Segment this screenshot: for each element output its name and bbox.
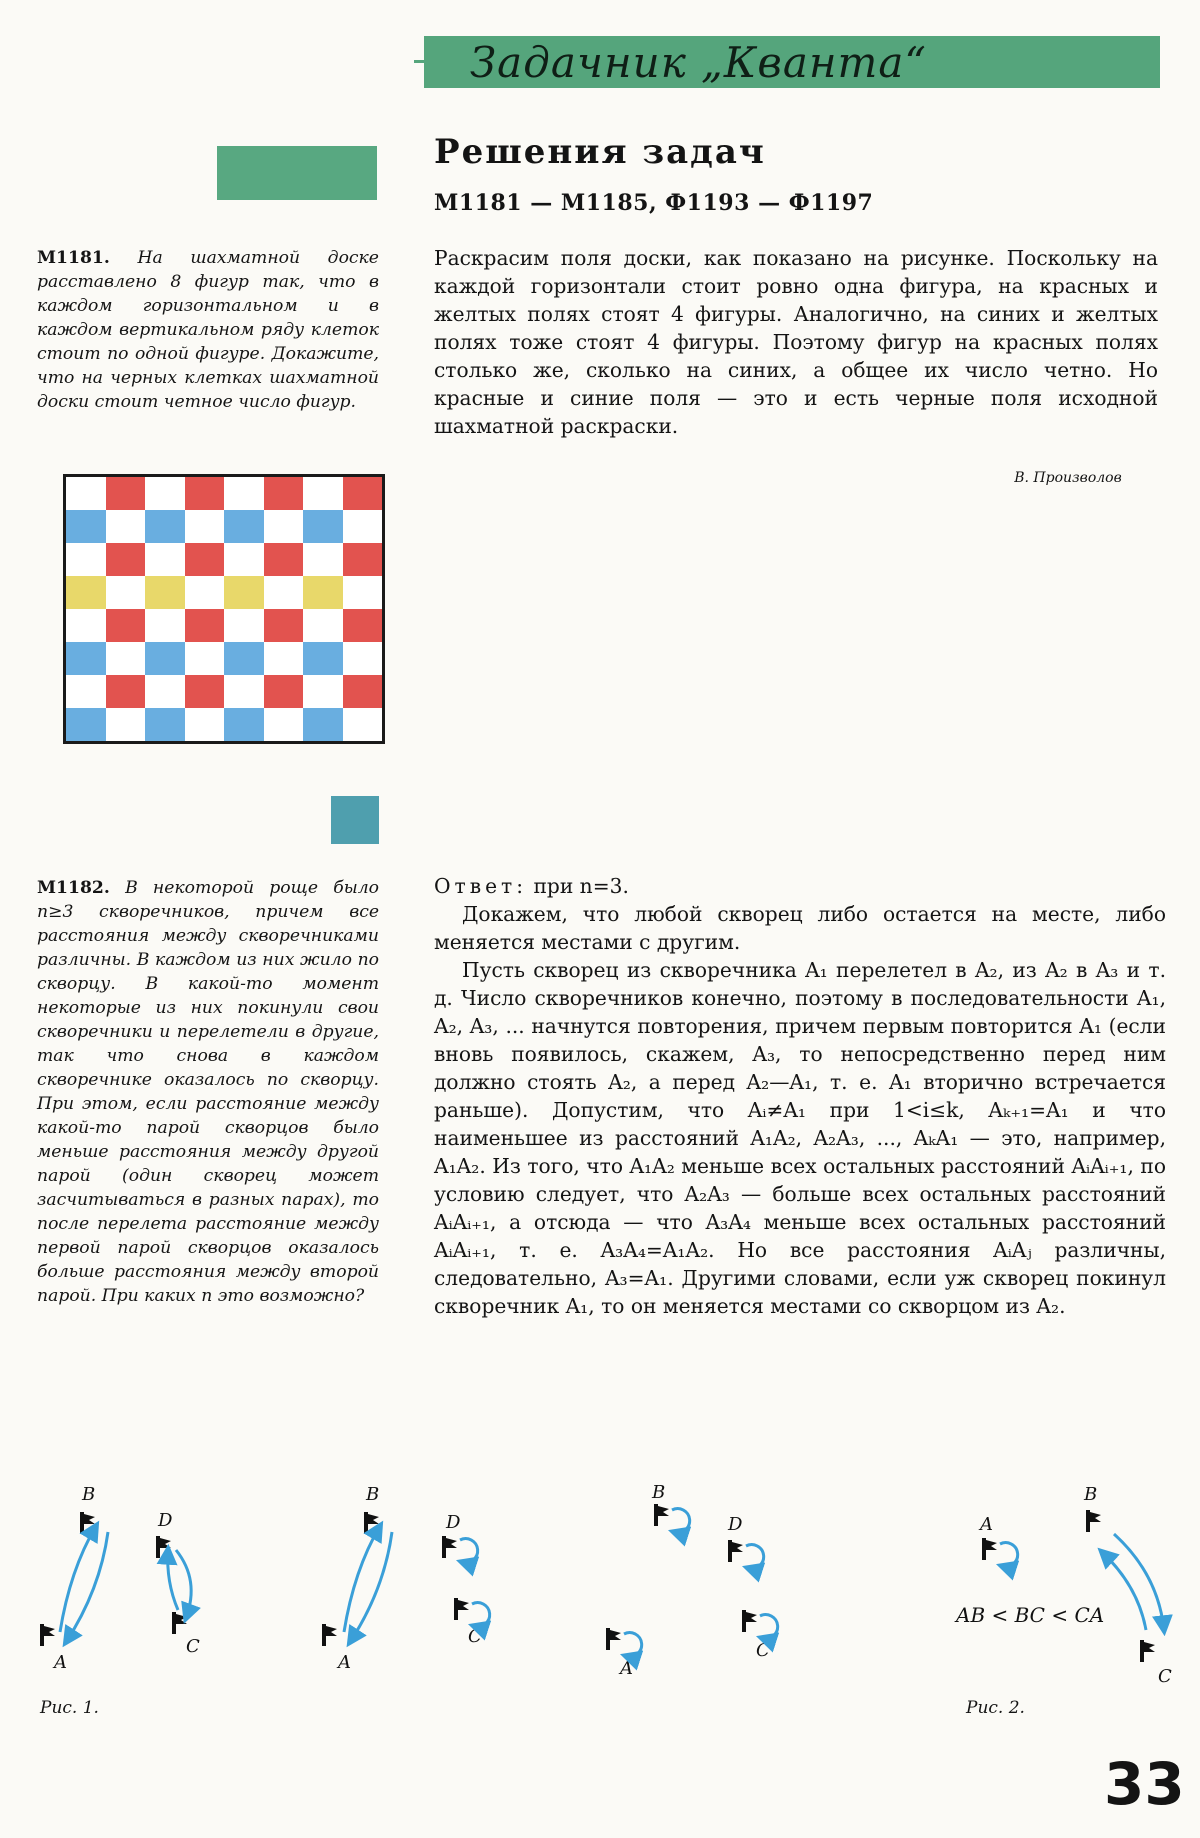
board-cell (145, 609, 185, 642)
board-cell (224, 510, 264, 543)
board-cell (185, 576, 225, 609)
board-cell (264, 576, 304, 609)
flag-icon (172, 1612, 187, 1634)
arrow-icon (168, 1550, 178, 1610)
board-cell (145, 576, 185, 609)
board-cell (224, 576, 264, 609)
loop-arrow-icon (472, 1603, 490, 1627)
label-c: C (468, 1626, 482, 1647)
flag-icon (982, 1538, 997, 1560)
board-cell (185, 642, 225, 675)
colored-chessboard (63, 474, 385, 744)
flag-icon (322, 1624, 337, 1646)
board-cell (343, 477, 383, 510)
board-cell (106, 642, 146, 675)
board-cell (145, 477, 185, 510)
board-cell (66, 510, 106, 543)
label-a: A (54, 1652, 67, 1673)
loop-arrow-icon (624, 1633, 642, 1657)
board-cell (303, 642, 343, 675)
answer-value: при n=3. (533, 874, 629, 898)
flag-icon (1086, 1510, 1101, 1532)
board-cell (303, 576, 343, 609)
page-subtitle: М1181 — М1185, Ф1193 — Ф1197 (434, 190, 874, 216)
board-cell (106, 510, 146, 543)
problem-text: В некоторой роще было n≥3 скворечников, причем все расстояния между скворечниками различны. В каждом из них жило по скворцу. В какой-то момент некоторые из них покинули свои скворечники и перелетели в другие, так что снова в каждом скворечнике оказалось по скворцу. При этом, если расстояние между какой-то парой скворцов было меньше расстояния между другой парой (один скворец может засчитываться в разных парах), то после перелета расстояние между первой парой скворцов оказалось больше расстояния между второй парой. При каких n это возможно? (37, 878, 380, 1306)
section-marker-2 (331, 796, 379, 844)
board-cell (106, 543, 146, 576)
distance-inequality: AB < BC < CA (956, 1603, 1105, 1627)
arrow-icon (1114, 1534, 1164, 1630)
board-cell (106, 576, 146, 609)
board-cell (66, 708, 106, 741)
page-number: 33 (1104, 1750, 1185, 1818)
fig1-panel-1 (40, 1484, 200, 1673)
flag-icon (1140, 1640, 1155, 1662)
board-cell (66, 609, 106, 642)
arrow-icon (350, 1532, 392, 1642)
board-cell (185, 609, 225, 642)
problem-1182 (37, 876, 379, 1308)
board-cell (224, 543, 264, 576)
arrow-icon (344, 1526, 380, 1632)
flag-icon (442, 1536, 457, 1558)
solution-paragraph-1: Докажем, что любой скворец либо остается на месте, либо меняется местами с другим. (434, 902, 1166, 954)
fig1-panel-2 (322, 1484, 490, 1673)
board-cell (66, 477, 106, 510)
board-cell (343, 609, 383, 642)
board-cell (343, 543, 383, 576)
board-cell (145, 708, 185, 741)
solution-paragraph-2: Пусть скворец из скворечника A₁ перелетел в A₂, из A₂ в A₃ и т. д. Число скворечников конечно, поэтому в последовательности A₁, A₂, A₃, ... начнутся повторения, причем первым повторится A₁ (если вновь появилось, скажем, A₃, то непосредственно перед ним должно стоять A₂, а перед A₂—A₁, т. е. A₁ вторично встречается раньше). Допустим, что Aᵢ≠A₁ при 1<i≤k, Aₖ₊₁=A₁ и что наименьшее из расстояний A₁A₂, A₂A₃, ..., AₖA₁ — это, например, A₁A₂. Из того, что A₁A₂ меньше всех остальных расстояний AᵢAᵢ₊₁, по условию следует, что A₂A₃ — больше всех остальных расстояний AᵢAᵢ₊₁, а отсюда — что A₃A₄ меньше всех остальных расстояний AᵢAᵢ₊₁, т. е. A₃A₄=A₁A₂. Но все расстояния AᵢAⱼ различны, следовательно, A₃=A₁. Другими словами, если уж скворец покинул скворечник A₁, то он меняется местами со скворцом из A₂. (434, 958, 1166, 1318)
board-cell (264, 708, 304, 741)
board-cell (185, 543, 225, 576)
label-c: C (1158, 1666, 1172, 1687)
problem-text: На шахматной доске расставлено 8 фигур так, что в каждом горизонтальном и в каждом вертикальном ряду клеток стоит по одной фигуре. Докажите, что на черных клетках шахматной доски стоит четное число фигур. (37, 248, 379, 412)
board-cell (106, 609, 146, 642)
board-cell (106, 477, 146, 510)
label-a: A (980, 1514, 993, 1535)
answer-label: Ответ: (434, 874, 528, 898)
label-b: B (366, 1484, 380, 1505)
solution-author: В. Произволов (1014, 470, 1122, 486)
board-cell (264, 642, 304, 675)
board-cell (264, 609, 304, 642)
board-cell (343, 675, 383, 708)
label-b: B (652, 1482, 666, 1503)
board-cell (185, 477, 225, 510)
board-cell (106, 675, 146, 708)
board-cell (145, 642, 185, 675)
board-cell (343, 510, 383, 543)
figure-1-caption: Рис. 1. (40, 1698, 99, 1718)
label-c: C (756, 1640, 770, 1661)
loop-arrow-icon (746, 1545, 764, 1569)
board-cell (303, 543, 343, 576)
board-cell (303, 708, 343, 741)
board-cell (106, 708, 146, 741)
board-cell (145, 543, 185, 576)
board-cell (343, 708, 383, 741)
flag-icon (40, 1624, 55, 1646)
board-cell (264, 675, 304, 708)
board-cell (303, 609, 343, 642)
board-cell (66, 642, 106, 675)
arrow-icon (60, 1526, 96, 1632)
label-b: B (82, 1484, 96, 1505)
flag-icon (654, 1504, 669, 1526)
board-cell (343, 576, 383, 609)
fig1-panel-3 (606, 1482, 778, 1679)
board-cell (264, 510, 304, 543)
board-cell (224, 675, 264, 708)
label-a: A (338, 1652, 351, 1673)
board-cell (145, 675, 185, 708)
board-cell (185, 510, 225, 543)
flag-icon (606, 1628, 621, 1650)
board-cell (303, 675, 343, 708)
label-a: A (620, 1658, 633, 1679)
board-cell (343, 642, 383, 675)
flag-icon (728, 1540, 743, 1562)
board-cell (303, 477, 343, 510)
answer-line (434, 872, 1166, 900)
label-b: B (1084, 1484, 1098, 1505)
label-d: D (446, 1512, 461, 1533)
board-cell (264, 543, 304, 576)
problem-1181 (37, 246, 379, 414)
fig2-panel (954, 1484, 1172, 1687)
loop-arrow-icon (1000, 1543, 1018, 1567)
section-marker-1 (217, 146, 377, 200)
banner-title: Задачник „Кванта“ (470, 38, 927, 87)
solution-text: Раскрасим поля доски, как показано на рисунке. Поскольку на каждой горизонтали стоит ровно одна фигура, на красных и желтых полях стоят 4 фигуры. Аналогично, на синих и желтых полях тоже стоят 4 фигуры. Поэтому фигур на красных полях столько же, сколько на синих, а общее их число четно. Но красные и синие поля — это и есть черные поля исходной шахматной раскраски. (434, 246, 1158, 438)
board-cell (224, 708, 264, 741)
label-d: D (728, 1514, 743, 1535)
board-cell (303, 510, 343, 543)
label-c: C (186, 1636, 200, 1657)
loop-arrow-icon (672, 1509, 690, 1533)
flag-icon (742, 1610, 757, 1632)
solution-1181 (434, 244, 1158, 440)
board-cell (224, 642, 264, 675)
board-cell (185, 708, 225, 741)
board-cell (224, 477, 264, 510)
figure-2-caption: Рис. 2. (966, 1698, 1025, 1718)
page-title: Решения задач (434, 132, 766, 172)
arrow-icon (66, 1532, 108, 1642)
banner-decoration (414, 60, 428, 63)
board-cell (145, 510, 185, 543)
loop-arrow-icon (460, 1539, 478, 1563)
loop-arrow-icon (760, 1615, 778, 1639)
label-d: D (158, 1510, 173, 1531)
board-cell (224, 609, 264, 642)
flag-icon (454, 1598, 469, 1620)
problem-number: М1181. (37, 248, 110, 268)
board-cell (66, 543, 106, 576)
solution-1182 (434, 872, 1166, 1320)
board-cell (264, 477, 304, 510)
problem-number: М1182. (37, 878, 110, 898)
board-cell (185, 675, 225, 708)
board-cell (66, 675, 106, 708)
board-cell (66, 576, 106, 609)
